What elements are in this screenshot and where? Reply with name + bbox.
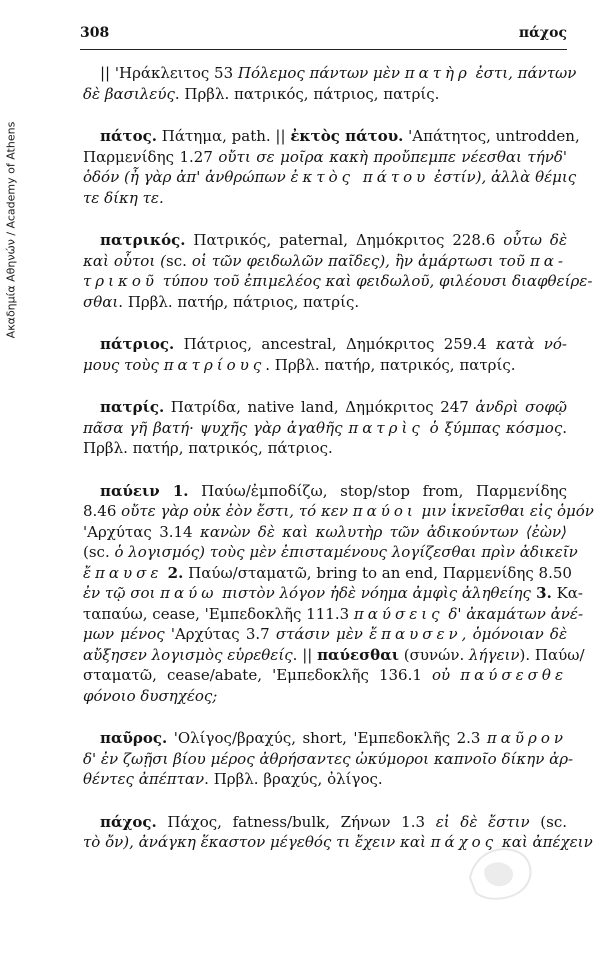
headword: πάτριος.	[100, 335, 175, 353]
entry-line	[80, 397, 567, 418]
entry-line	[80, 481, 567, 502]
text-segment: πατὴρ	[404, 64, 471, 82]
text-segment: φόνοιο δυσηχέος;	[83, 686, 218, 705]
header-rule	[80, 49, 567, 50]
text-segment: ἐστίν), ἀλλὰ θέμις	[429, 168, 577, 186]
text-segment: πατρὶς	[348, 418, 424, 437]
entry-line	[80, 522, 567, 543]
text-segment: πατρίους	[163, 355, 266, 374]
text-segment: Παρμενίδης 1.27	[83, 147, 219, 166]
running-head: πάχος	[518, 25, 567, 41]
dictionary-entry	[80, 230, 593, 312]
text-segment: δ' ἐν ζωῇσι βίου μέρος ἀθρήσαντες ὠκύμοροι καπνοῖο δίκην ἀρ-	[83, 749, 574, 768]
text-segment: . Πρβλ. πατήρ, πατρικός, πατρίς.	[265, 355, 516, 374]
headword: ἐκτὸς πάτου.	[290, 127, 404, 145]
entry-line	[80, 188, 567, 209]
page-header	[80, 25, 567, 47]
text-segment: παῦρον	[486, 729, 567, 747]
entry-line	[80, 271, 593, 292]
text-segment: Πατρίδα, native land, Δημόκριτος 247	[164, 398, 476, 416]
text-segment: ). Παύω/	[519, 645, 585, 664]
page-number: 308	[80, 25, 110, 41]
entry-line	[80, 501, 594, 522]
text-segment: μων μένος	[83, 625, 165, 643]
side-label	[3, 60, 19, 400]
text-segment: ταπαύω, cease, 'Εμπεδοκλῆς 111.3	[83, 604, 354, 623]
entry-line	[80, 147, 567, 168]
text-segment: παύσεσθε	[460, 666, 567, 684]
text-segment: ἐν τῷ σοι	[83, 584, 161, 602]
entry-line	[80, 418, 567, 439]
entry-line	[80, 292, 567, 313]
text-segment: εἰ δὲ ἔστιν	[435, 812, 530, 831]
entry-line	[80, 665, 567, 686]
text-segment: 'Ολίγος/βραχύς, short, 'Εμπεδοκλῆς 2.3	[167, 729, 487, 747]
text-segment: 2.	[162, 563, 184, 582]
text-segment: παύω	[160, 584, 218, 602]
text-segment: δ' ἀκαμάτων ἀνέ-	[443, 604, 584, 623]
entry-line	[80, 645, 585, 666]
entry-line	[80, 230, 567, 251]
headword: παῦρος.	[100, 729, 168, 747]
text-segment: Πάτριος, ancestral, Δημόκριτος 259.4	[174, 335, 497, 353]
text-segment: καὶ οὗτοι (	[83, 251, 167, 270]
text-segment: μους τοὺς	[83, 355, 164, 374]
entry-line	[80, 624, 567, 645]
text-segment: ἔπαυσεν	[369, 625, 462, 643]
dictionary-entry	[80, 63, 577, 104]
text-segment: δὲ βασιλεύς	[83, 84, 175, 103]
text-segment: τύπου τοῦ ἐπιμελέος καὶ φειδωλοῦ, φιλέουσι διαφθείρε-	[157, 272, 593, 290]
entry-line	[80, 749, 574, 770]
entry-line	[80, 812, 567, 833]
entry-line	[80, 542, 578, 563]
text-segment: Παύω/ἐμποδίζω, stop/stop from, Παρμενίδης	[188, 481, 567, 500]
text-segment: || 'Ηράκλειτος 53	[100, 64, 238, 82]
text-segment: οὐ	[432, 666, 461, 684]
text-segment: Πρβλ. πατήρ, πατρικός, πάτριος.	[83, 439, 333, 457]
text-segment: 3.	[530, 584, 552, 602]
dictionary-body	[80, 63, 594, 875]
entry-line	[80, 63, 577, 84]
text-segment: Παύω/σταματῶ, bring to an end, Παρμενίδης 8.50	[183, 563, 572, 582]
entry-line	[80, 84, 567, 105]
text-segment: ἔπαυσε	[83, 563, 163, 582]
text-segment: . Πρβλ. πατρικός, πάτριος, πατρίς.	[174, 84, 440, 103]
dictionary-entry	[80, 126, 580, 208]
headword: πάτος.	[100, 127, 157, 145]
side-label-text: Ακαδημία Αθηνών / Academy of Athens	[4, 121, 18, 339]
library-stamp-watermark	[460, 838, 540, 908]
text-segment: σθαι	[83, 292, 119, 311]
dictionary-entry	[80, 728, 574, 790]
text-segment: ἐκτὸς πάτου	[290, 168, 430, 186]
text-segment: οὔτε γὰρ οὐκ ἐὸν ἔστι, τό κεν	[121, 502, 353, 520]
text-segment: , ὁμόνοιαν δὲ	[461, 625, 567, 643]
text-segment: μιν ἱκνεῖσθαι εἰς ὁμόν	[416, 502, 594, 520]
text-segment: 'Απάτητος, untrodden,	[403, 127, 580, 145]
text-segment: οἱ τῶν φειδωλῶν παῖδες), ἢν ἁμάρτωσι τοῦ	[191, 251, 530, 270]
text-segment: ὁδόν (ἦ γὰρ ἀπ' ἀνθρώπων	[83, 168, 291, 186]
entry-line	[80, 355, 567, 376]
text-segment: 8.46	[83, 502, 122, 520]
text-segment: (συνών.	[399, 645, 469, 664]
text-segment: 'Αρχύτας 3.7	[164, 625, 276, 643]
text-segment: τὸ ὄν), ἀνάγκη ἕκαστον μέγεθός τι ἔχειν καὶ	[83, 833, 431, 851]
dictionary-entry	[80, 481, 594, 707]
headword: πάχος.	[100, 812, 157, 831]
text-segment: (sc.	[83, 543, 115, 561]
text-segment: τε δίκη τε.	[83, 188, 164, 207]
text-segment: Πόλεμος πάντων μὲν	[237, 64, 405, 82]
entry-line	[80, 686, 567, 707]
text-segment: ἀνδρὶ σοφῷ	[475, 398, 567, 416]
text-segment: . ||	[292, 645, 318, 664]
text-segment: θέντες ἀπέπταν	[83, 770, 205, 788]
text-segment: . Πρβλ. πατήρ, πάτριος, πατρίς.	[118, 292, 360, 311]
dictionary-entry	[80, 397, 567, 459]
text-segment: . Πρβλ. βραχύς, ὀλίγος.	[204, 770, 383, 788]
text-segment: κατὰ νό-	[496, 335, 567, 353]
text-segment: λήγειν	[468, 645, 520, 664]
text-segment: οὔτι σε μοῖρα κακὴ προὔπεμπε νέεσθαι τήνδ'	[218, 147, 567, 166]
text-segment: ὁ λογισμός) τοὺς μὲν ἐπισταμένους λογίζεσθαι πρὶν ἀδικεῖν	[114, 543, 578, 561]
headword: παύεσθαι	[317, 645, 399, 664]
entry-line	[80, 167, 577, 188]
headword: πατρικός.	[100, 231, 186, 249]
text-segment: τρικοῦ	[83, 272, 158, 290]
text-segment: Κα-	[551, 584, 583, 602]
text-segment: αὔξησεν λογισμὸς εὑρεθείς	[83, 645, 293, 664]
text-segment: κανὼν δὲ καὶ κωλυτὴρ τῶν ἀδικούντων ⟨ἐὼν⟩	[199, 522, 567, 541]
text-segment: (sc.	[529, 812, 568, 831]
text-segment: Πάχος, fatness/bulk, Ζήνων 1.3	[156, 812, 436, 831]
text-segment: παύσεις	[353, 604, 444, 623]
text-segment: ὁ ξύμπας κόσμος	[423, 418, 563, 437]
text-segment: Πάτημα, path. ||	[156, 127, 291, 145]
entry-line	[80, 563, 572, 584]
text-segment: οὗτω δὲ	[503, 231, 568, 249]
text-segment: πάχος	[430, 833, 498, 851]
text-segment: πᾶσα γῆ βατή· ψυχῆς γὰρ ἀγαθῆς	[83, 418, 349, 437]
entry-line	[80, 438, 567, 459]
entry-line	[80, 604, 584, 625]
text-segment: καὶ ἀπέχειν	[497, 833, 593, 851]
text-segment: 'Αρχύτας 3.14	[83, 522, 200, 541]
text-segment: πα-	[529, 251, 567, 270]
headword: πατρίς.	[100, 398, 165, 416]
dictionary-entry	[80, 334, 567, 375]
entry-line	[80, 126, 580, 147]
text-segment: sc.	[166, 251, 192, 270]
entry-line	[80, 334, 567, 355]
text-segment: παύοι	[352, 502, 417, 520]
text-segment: σταματῶ, cease/abate, 'Εμπεδοκλῆς 136.1	[83, 666, 433, 684]
headword: παύειν 1.	[100, 481, 189, 500]
text-segment: Πατρικός, paternal, Δημόκριτος 228.6	[185, 231, 504, 249]
entry-line	[80, 728, 567, 749]
text-segment: πιστὸν λόγον ἠδὲ νόημα ἀμφὶς ἀληθείης	[217, 584, 531, 602]
text-segment: ἐστι, πάντων	[470, 64, 577, 82]
text-segment: στάσιν μὲν	[275, 625, 370, 643]
entry-line	[80, 583, 583, 604]
entry-line	[80, 251, 567, 272]
entry-line	[80, 769, 567, 790]
text-segment: .	[562, 418, 568, 437]
